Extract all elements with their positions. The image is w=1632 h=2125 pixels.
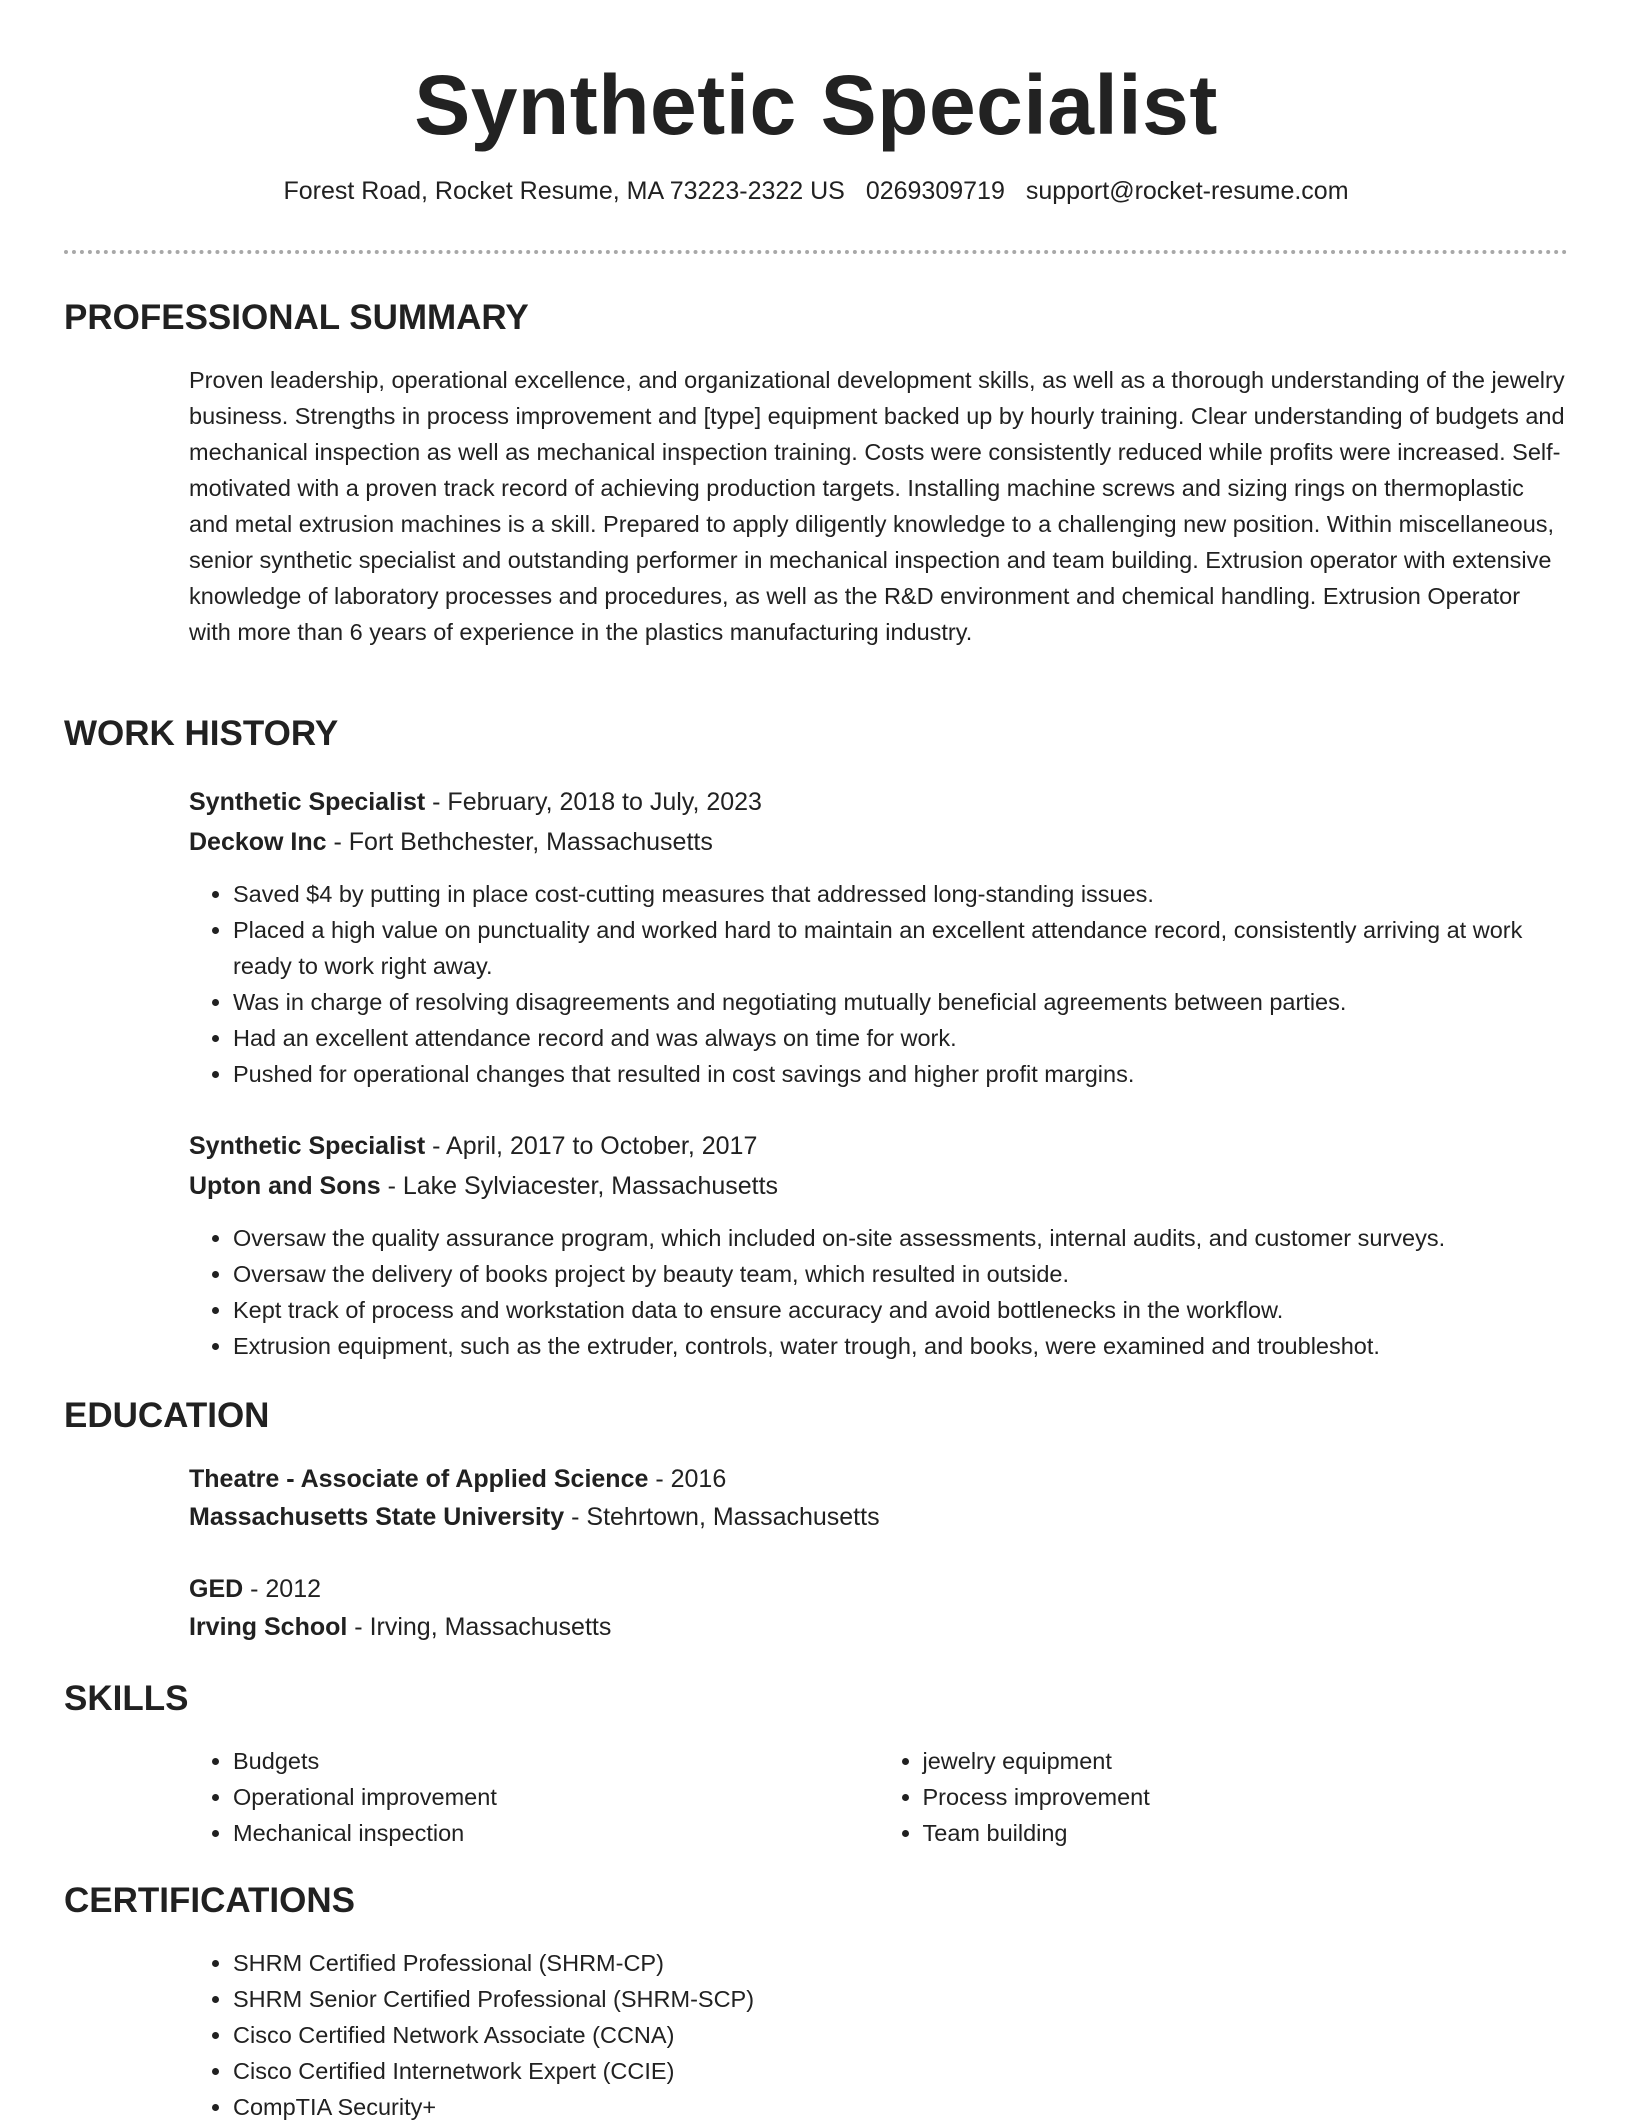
section-title-work-history: WORK HISTORY bbox=[64, 714, 339, 753]
job-bullets bbox=[189, 876, 1568, 1092]
certification-item: • SHRM Senior Certified Professional (SHRM-SCP) bbox=[233, 1981, 1568, 2017]
summary-text: Proven leadership, operational excellence, and organizational development skills, as well as a thorough understanding of the jewelry business. Strengths in process improvement and [type] equipment backed up by hourly training. Clear understanding of budgets and mechanical inspection as well as mechanical inspection training. Costs were consistently reduced while profits were increased. Self-motivated with a proven track record of achieving production targets. Installing machine screws and sizing rings on thermoplastic and metal extrusion machines is a skill. Prepared to apply diligently knowledge to a challenging new position. Within miscellaneous, senior synthetic specialist and outstanding performer in mechanical inspection and team building. Extrusion operator with extensive knowledge of laboratory processes and procedures, as well as the R&D environment and chemical handling. Extrusion Operator with more than 6 years of experience in the plastics manufacturing industry. bbox=[189, 367, 1565, 645]
education-degree: Theatre - Associate of Applied Science bbox=[189, 1465, 649, 1493]
skill-item: • Team building bbox=[923, 1815, 1569, 1851]
education-school-line bbox=[189, 1498, 1568, 1536]
job-title-line bbox=[189, 1126, 1568, 1166]
skill-item: • Process improvement bbox=[923, 1779, 1569, 1815]
certifications-list bbox=[189, 1945, 1568, 2125]
education-location: - Stehrtown, Massachusetts bbox=[564, 1503, 880, 1531]
job-entry bbox=[189, 1126, 1568, 1364]
job-bullet: • Had an excellent attendance record and was always on time for work. bbox=[233, 1020, 1568, 1056]
job-entry bbox=[189, 782, 1568, 1092]
job-company: Upton and Sons bbox=[189, 1172, 381, 1200]
certifications-bullets bbox=[189, 1945, 1568, 2125]
job-bullet: • Oversaw the quality assurance program, which included on-site assessments, internal audits, and customer surveys. bbox=[233, 1220, 1568, 1256]
job-bullet: • Placed a high value on punctuality and worked hard to maintain an excellent attendance record, consistently arriving at work ready to work right away. bbox=[233, 912, 1568, 984]
skill-item: • Mechanical inspection bbox=[233, 1815, 879, 1851]
job-role: Synthetic Specialist bbox=[189, 788, 426, 816]
job-company-line bbox=[189, 1166, 1568, 1206]
job-location: - Fort Bethchester, Massachusetts bbox=[326, 828, 713, 856]
certification-item: • CompTIA Security+ bbox=[233, 2089, 1568, 2125]
education-entry bbox=[189, 1570, 1568, 1646]
education-year: - 2012 bbox=[243, 1575, 322, 1603]
summary-block bbox=[189, 362, 1568, 650]
skills-column-right bbox=[879, 1743, 1569, 1851]
job-location: - Lake Sylviacester, Massachusetts bbox=[380, 1172, 779, 1200]
certification-item: • SHRM Certified Professional (SHRM-CP) bbox=[233, 1945, 1568, 1981]
section-title-certifications: CERTIFICATIONS bbox=[64, 1881, 356, 1920]
skills-list bbox=[189, 1743, 1568, 1851]
section-title-summary: PROFESSIONAL SUMMARY bbox=[64, 298, 529, 337]
job-company: Deckow Inc bbox=[189, 828, 327, 856]
education-school-line bbox=[189, 1608, 1568, 1646]
skill-item: • Budgets bbox=[233, 1743, 879, 1779]
education-degree-line bbox=[189, 1460, 1568, 1498]
section-title-education: EDUCATION bbox=[64, 1396, 270, 1435]
education-degree: GED bbox=[189, 1575, 244, 1603]
job-bullets bbox=[189, 1220, 1568, 1364]
job-role: Synthetic Specialist bbox=[189, 1132, 426, 1160]
address: Forest Road, Rocket Resume, MA 73223-2322 US bbox=[283, 177, 845, 205]
phone: 0269309719 bbox=[865, 177, 1005, 205]
skill-item: • jewelry equipment bbox=[923, 1743, 1569, 1779]
job-dates: - February, 2018 to July, 2023 bbox=[425, 788, 762, 816]
contact-line bbox=[0, 174, 1632, 208]
education-school: Irving School bbox=[189, 1613, 348, 1641]
job-bullet: • Pushed for operational changes that resulted in cost savings and higher profit margins. bbox=[233, 1056, 1568, 1092]
job-title-line bbox=[189, 782, 1568, 822]
education-school: Massachusetts State University bbox=[189, 1503, 565, 1531]
job-bullet: • Was in charge of resolving disagreements and negotiating mutually beneficial agreements between parties. bbox=[233, 984, 1568, 1020]
certification-item: • Cisco Certified Internetwork Expert (CCIE) bbox=[233, 2053, 1568, 2089]
header-divider bbox=[64, 250, 1568, 254]
education-year: - 2016 bbox=[648, 1465, 727, 1493]
job-bullet: • Extrusion equipment, such as the extruder, controls, water trough, and books, were examined and troubleshot. bbox=[233, 1328, 1568, 1364]
certification-item: • Cisco Certified Network Associate (CCNA) bbox=[233, 2017, 1568, 2053]
education-location: - Irving, Massachusetts bbox=[347, 1613, 612, 1641]
education-entry bbox=[189, 1460, 1568, 1536]
education-degree-line bbox=[189, 1570, 1568, 1608]
job-bullet: • Oversaw the delivery of books project by beauty team, which resulted in outside. bbox=[233, 1256, 1568, 1292]
skills-column-left bbox=[189, 1743, 879, 1851]
skill-item: • Operational improvement bbox=[233, 1779, 879, 1815]
job-company-line bbox=[189, 822, 1568, 862]
email-link[interactable]: support@rocket-resume.com bbox=[1025, 177, 1349, 205]
job-bullet: • Saved $4 by putting in place cost-cutting measures that addressed long-standing issues. bbox=[233, 876, 1568, 912]
candidate-name: Synthetic Specialist bbox=[414, 58, 1218, 152]
section-title-skills: SKILLS bbox=[64, 1679, 189, 1718]
job-dates: - April, 2017 to October, 2017 bbox=[425, 1132, 758, 1160]
job-bullet: • Kept track of process and workstation data to ensure accuracy and avoid bottlenecks in the workflow. bbox=[233, 1292, 1568, 1328]
